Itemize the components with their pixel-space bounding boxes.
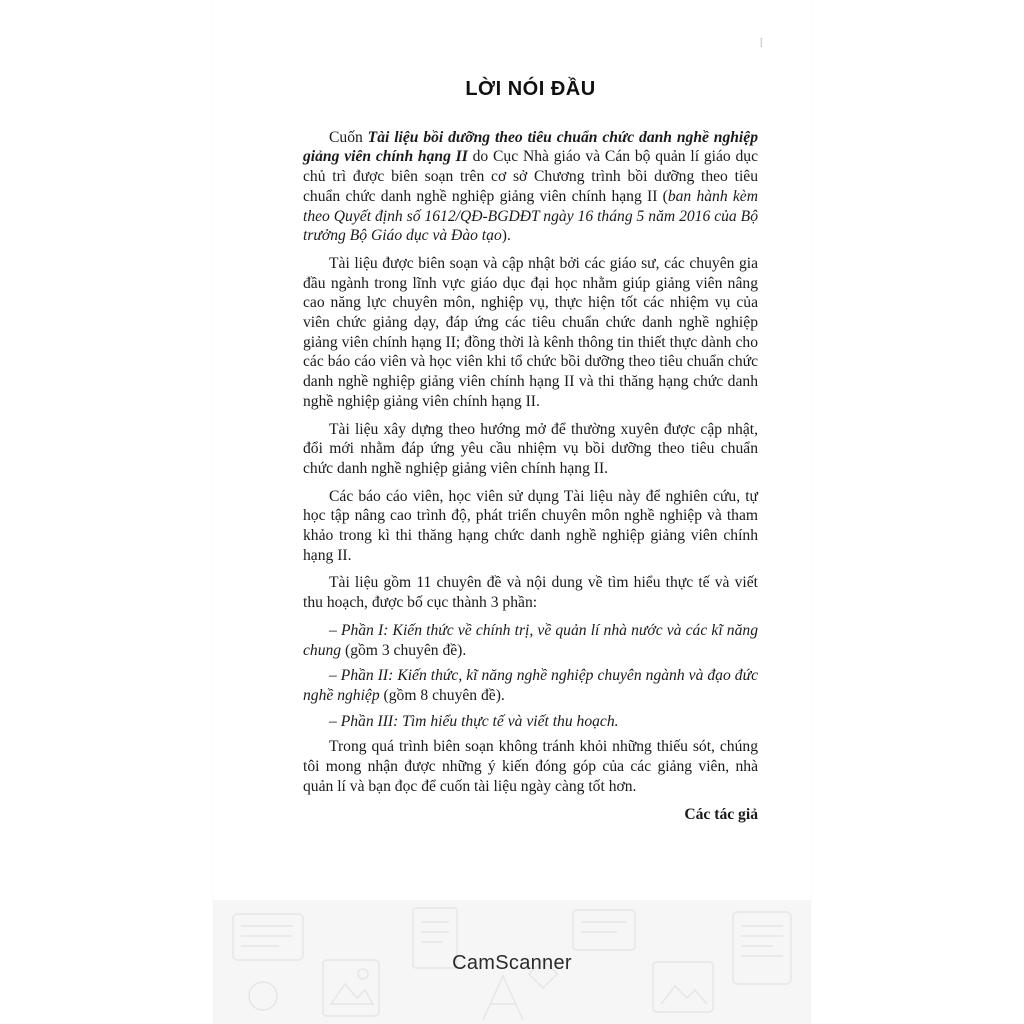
paragraph-authors: Tài liệu được biên soạn và cập nhật bởi các giáo sư, các chuyên gia đầu ngành trong lĩnh vực giáo dục đại học nhằm giúp giảng viên nâng cao năng lực chuyên môn, nghiệp vụ, thực hiện tốt các nhiệm vụ của viên chức giảng dạy, đáp ứng các tiêu chuẩn chức danh nghề nghiệp giảng viên chính hạng II; đồng thời là kênh thông tin thiết thực dành cho các báo cáo viên và học viên khi tổ chức bồi dưỡng theo tiêu chuẩn chức danh nghề nghiệp giảng viên chính hạng II và thi thăng hạng chức danh nghề nghiệp giảng viên chính hạng II. xyxy=(303,254,758,410)
paragraph-closing: Trong quá trình biên soạn không tránh khỏi những thiếu sót, chúng tôi mong nhận được những ý kiến đóng góp của các giảng viên, nhà quản lí và bạn đọc để cuốn tài liệu ngày càng tốt hơn. xyxy=(303,738,758,795)
paragraph-open-update: Tài liệu xây dựng theo hướng mở để thường xuyên được cập nhật, đổi mới nhằm đáp ứng yêu cầu nhiệm vụ bồi dưỡng theo tiêu chuẩn chức danh nghề nghiệp giảng viên chính hạng II. xyxy=(303,420,758,477)
part-one-note: (gồm 3 chuyên đề). xyxy=(341,641,467,659)
paragraph-structure: Tài liệu gồm 11 chuyên đề và nội dung về tìm hiểu thực tế và viết thu hoạch, được bố cục thành 3 phần: xyxy=(303,574,758,612)
part-two-note: (gồm 8 chuyên đề). xyxy=(379,686,505,704)
paragraph-usage: Các báo cáo viên, học viên sử dụng Tài liệu này để nghiên cứu, tự học tập nâng cao trình độ, phát triển chuyên môn nghề nghiệp và tham khảo trong kì thi thăng hạng chức danh nghề nghiệp giảng viên chính hạng II. xyxy=(303,487,758,564)
document-body xyxy=(303,80,758,824)
decree-reference: ban hành kèm theo Quyết định số 1612/QĐ-BGDĐT ngày 16 tháng 5 năm 2016 của Bộ trưởng Bộ Giáo dục và Đào tạo xyxy=(303,187,758,245)
part-three-title: – Phần III: Tìm hiểu thực tế và viết thu hoạch. xyxy=(329,712,619,730)
part-two-title: – Phần II: Kiến thức, kĩ năng nghề nghiệp chuyên ngành và đạo đức nghề nghiệp xyxy=(303,667,758,704)
paragraph-intro xyxy=(303,128,758,246)
intro-lead: Cuốn xyxy=(329,128,368,146)
part-two xyxy=(303,666,758,705)
part-one xyxy=(303,621,758,660)
page-edge-mark: I xyxy=(759,36,764,51)
camscanner-brand: CamScanner xyxy=(452,952,572,974)
intro-mid: do Cục Nhà giáo và Cán bộ quản lí giáo dục chủ trì được biên soạn trên cơ sở Chương trình bồi dưỡng theo tiêu chuẩn chức danh nghề nghiệp giảng viên chính hạng II ( xyxy=(303,148,759,205)
signature: Các tác giả xyxy=(684,805,758,823)
part-one-title: – Phần I: Kiến thức về chính trị, về quản lí nhà nước và các kĩ năng chung xyxy=(303,621,758,659)
part-three xyxy=(303,712,758,732)
book-title: Tài liệu bồi dưỡng theo tiêu chuẩn chức danh nghề nghiệp giảng viên chính hạng II xyxy=(303,128,758,166)
intro-tail: ). xyxy=(501,227,511,245)
page-title: LỜI NÓI ĐẦU xyxy=(465,78,596,100)
document-page xyxy=(213,0,811,1024)
scanner-footer xyxy=(213,900,811,1024)
